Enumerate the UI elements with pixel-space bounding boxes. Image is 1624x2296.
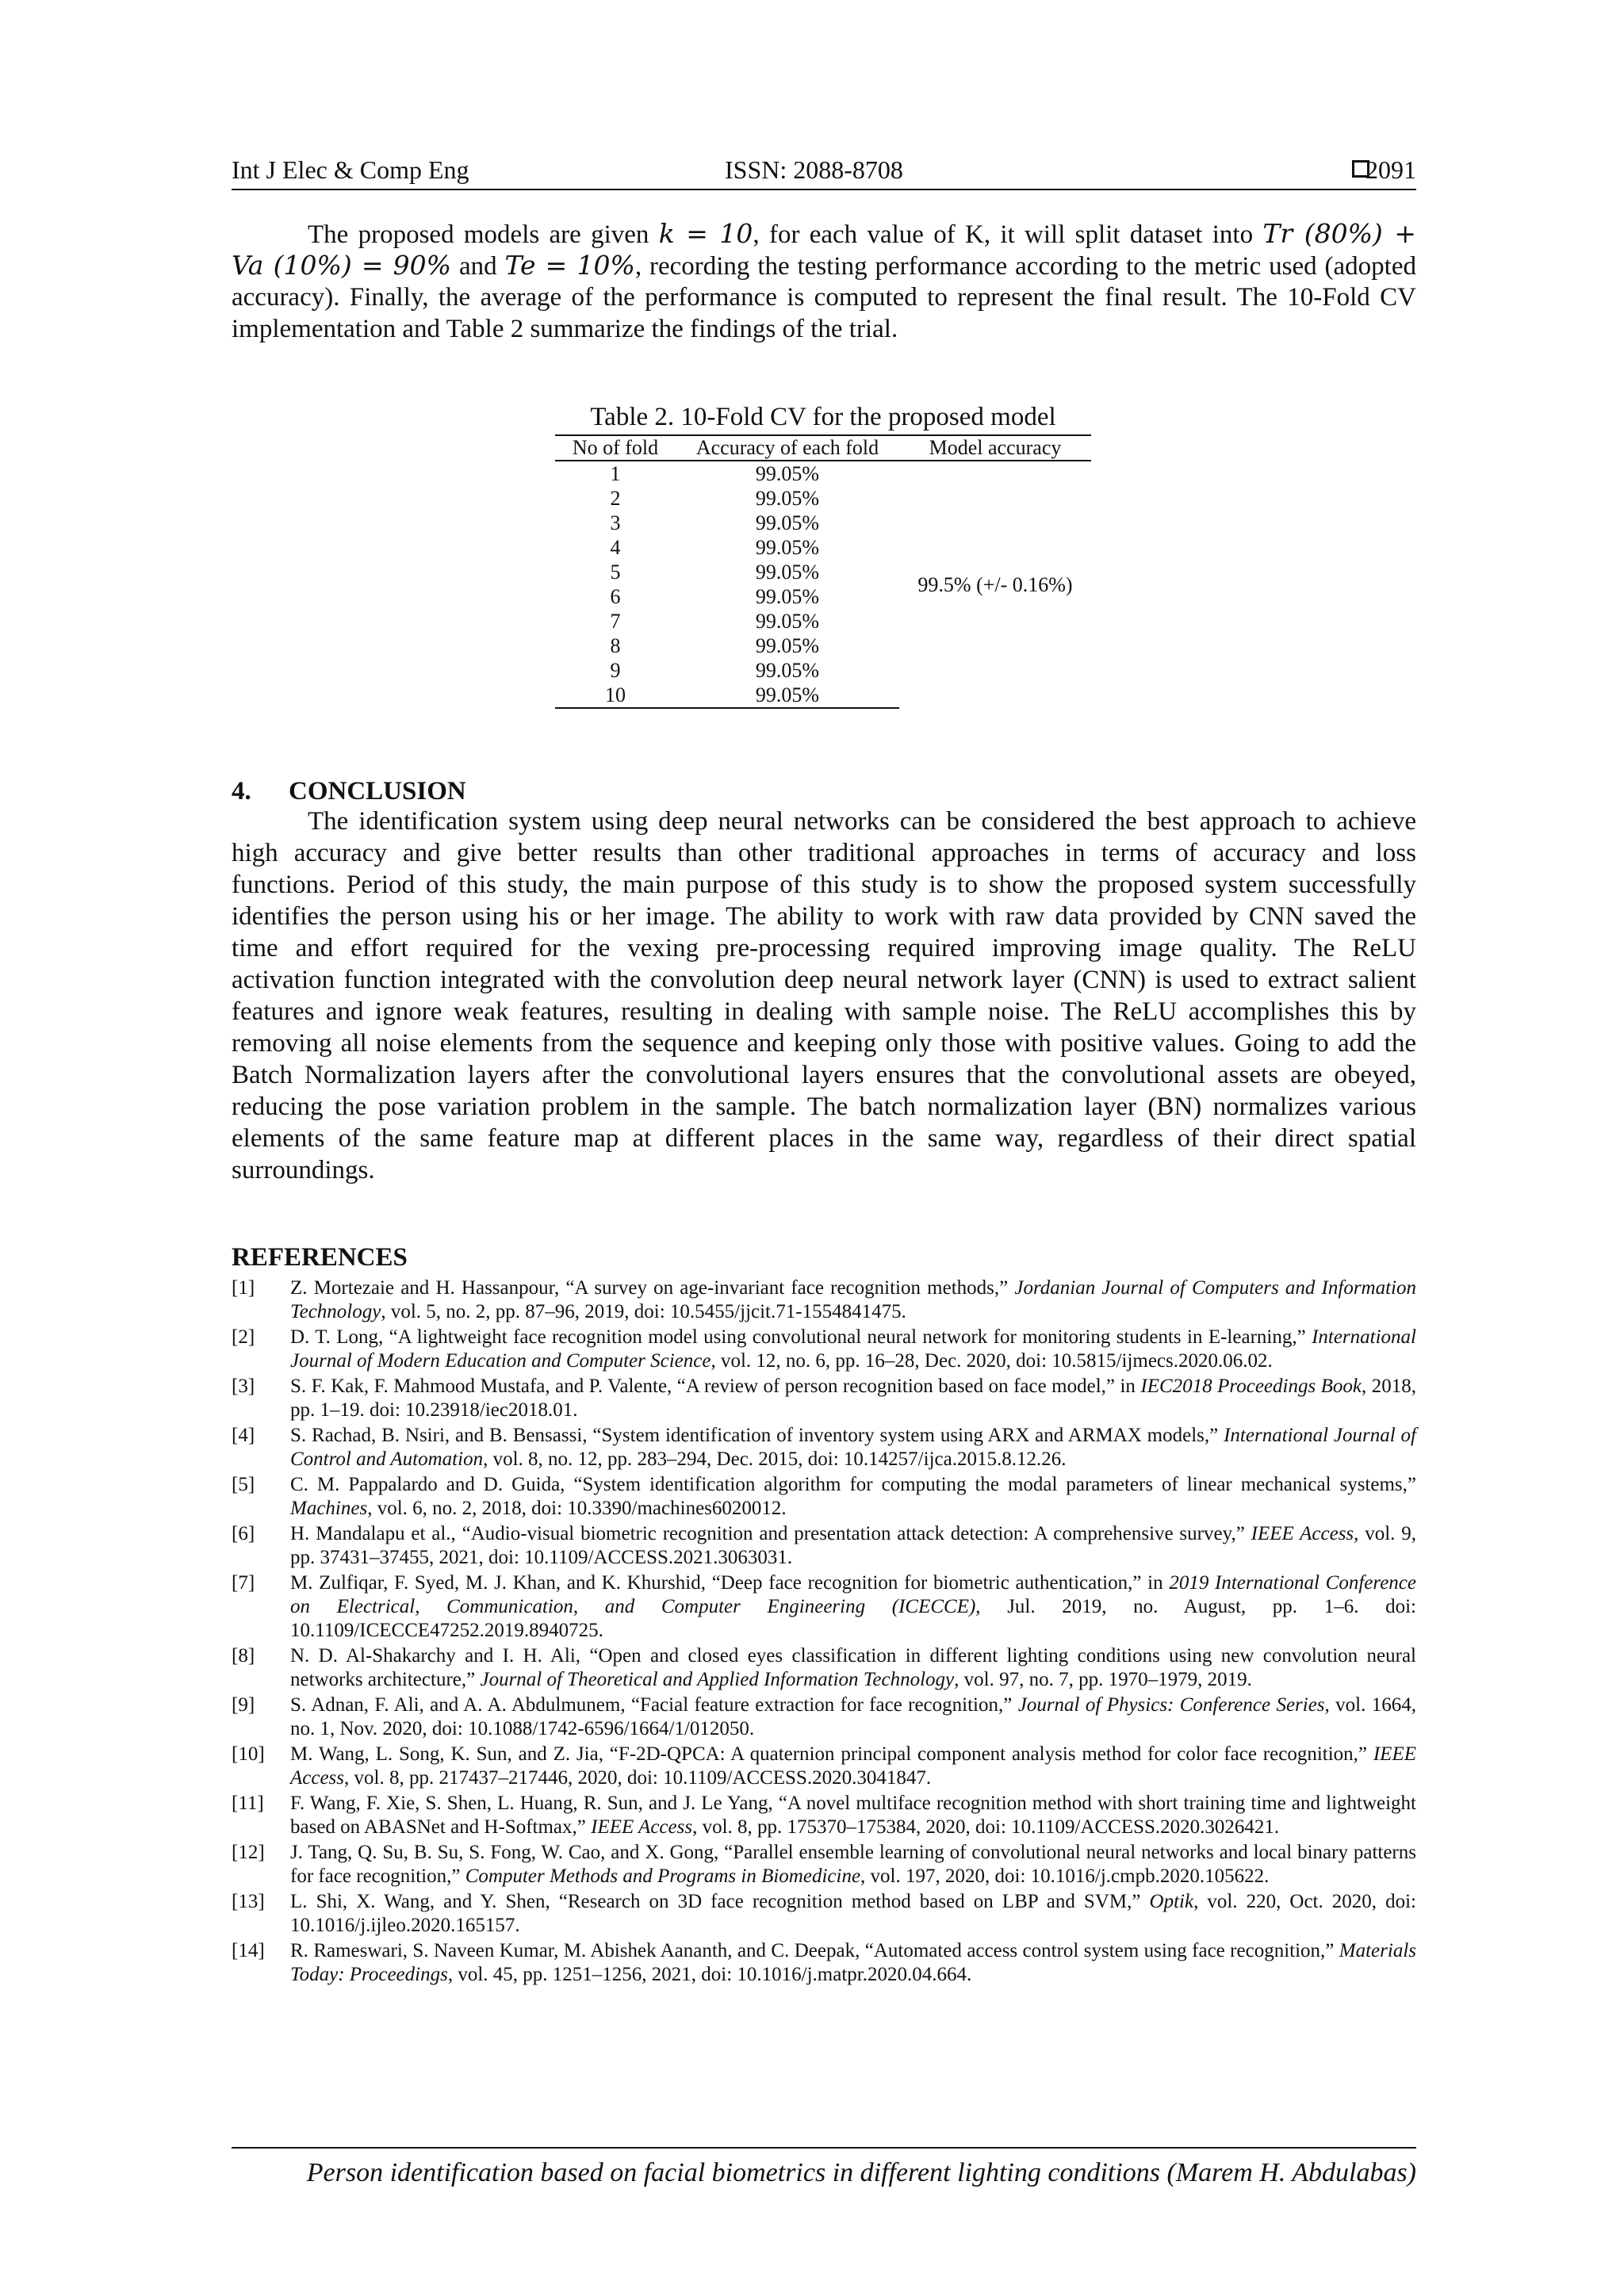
- math-expression: k = 10: [658, 218, 753, 249]
- reference-details: , vol. 1664, no. 1, Nov. 2020, doi: 10.1088/1742-6596/1664/1/012050.: [290, 1694, 1416, 1739]
- reference-number: [6]: [232, 1523, 255, 1544]
- fold-accuracy: 99.05%: [676, 683, 899, 708]
- reference-details: , Jul. 2019, no. August, pp. 1–6. doi: 10.1109/ICECCE47252.2019.8940725.: [290, 1596, 1416, 1641]
- reference-number: [3]: [232, 1376, 255, 1397]
- conclusion-line: features and ignore weak features, resulting in dealing with sample noise. The ReLU accomplishes this by: [232, 997, 1416, 1026]
- reference-authors-title: S. F. Kak, F. Mahmood Mustafa, and P. Valente, “A review of person recognition based on face model,” in: [290, 1376, 1141, 1397]
- reference-venue: IEEE Access: [1251, 1523, 1354, 1544]
- references-title: REFERENCES: [232, 1243, 408, 1272]
- reference-number: [11]: [232, 1793, 264, 1814]
- reference-details: , vol. 9, pp. 37431–37455, 2021, doi: 10.1109/ACCESS.2021.3063031.: [290, 1523, 1416, 1568]
- reference-item: [232, 1375, 1416, 1422]
- text-run: The proposed models are given: [308, 220, 659, 249]
- fold-number: 9: [610, 658, 621, 682]
- fold-number: 5: [610, 560, 621, 584]
- reference-authors-title: M. Wang, L. Song, K. Sun, and Z. Jia, “F-2D-QPCA: A quaternion principal component analysis method for color face recognition,”: [290, 1743, 1373, 1765]
- section-title: CONCLUSION: [289, 777, 466, 806]
- reference-venue: IEC2018 Proceedings Book: [1140, 1376, 1362, 1397]
- reference-authors-title: J. Tang, Q. Su, B. Su, S. Fong, W. Cao, and X. Gong, “Parallel ensemble learning of convolutional neural networks and local binary patterns for face recognition,”: [290, 1842, 1416, 1887]
- fold-number: 8: [610, 633, 621, 657]
- reference-number: [1]: [232, 1277, 255, 1299]
- table-caption: Table 2. 10-Fold CV for the proposed model: [590, 403, 1056, 431]
- reference-venue: International Journal of Modern Education and Computer Science: [290, 1326, 1416, 1372]
- reference-number: [4]: [232, 1425, 255, 1446]
- fold-accuracy: 99.05%: [755, 658, 820, 682]
- col-header-fold-accuracy: Accuracy of each fold: [676, 435, 899, 461]
- reference-authors-title: M. Zulfiqar, F. Syed, M. J. Khan, and K. Khurshid, “Deep face recognition for biometric authentication,” in: [290, 1572, 1170, 1594]
- math-expression: Va (10%) = 90%: [232, 250, 452, 281]
- reference-item: [232, 1473, 1416, 1521]
- reference-venue: Optik: [1149, 1891, 1194, 1912]
- running-footer: Person identification based on facial biometrics in different lighting conditions (Marem H. Abdulabas): [306, 2158, 1416, 2187]
- reference-item: [232, 1743, 1416, 1790]
- conclusion-paragraph: [232, 806, 1416, 1186]
- reference-item: [232, 1424, 1416, 1471]
- reference-authors-title: R. Rameswari, S. Naveen Kumar, M. Abishek Aananth, and C. Deepak, “Automated access control system using face recognition,”: [290, 1940, 1339, 1961]
- reference-details: , vol. 8, no. 12, pp. 283–294, Dec. 2015, doi: 10.14257/ijca.2015.8.12.26.: [483, 1448, 1067, 1470]
- math-expression: Te = 10%: [504, 250, 635, 281]
- reference-details: , vol. 45, pp. 1251–1256, 2021, doi: 10.1016/j.matpr.2020.04.664.: [447, 1964, 972, 1985]
- conclusion-line: high accuracy and give better results than other traditional approaches in terms of accuracy and loss: [232, 839, 1416, 867]
- model-accuracy: 99.5% (+/- 0.16%): [917, 572, 1073, 596]
- reference-authors-title: N. D. Al-Shakarchy and I. H. Ali, “Open and closed eyes classification in different lighting conditions using new convolution neural networks architecture,”: [290, 1645, 1416, 1690]
- intro-line: [232, 218, 1416, 250]
- reference-venue: IEEE Access: [591, 1816, 693, 1838]
- reference-number: [12]: [232, 1842, 265, 1863]
- reference-item: [232, 1841, 1416, 1888]
- reference-details: , vol. 197, 2020, doi: 10.1016/j.cmpb.2020.105622.: [860, 1866, 1270, 1887]
- reference-details: , vol. 5, no. 2, pp. 87–96, 2019, doi: 10.5455/jjcit.71-1554841475.: [381, 1301, 906, 1322]
- text-run: accuracy). Finally, the average of the performance is computed to represent the final result. The 10-Fold CV: [232, 283, 1416, 312]
- reference-list: [232, 1276, 1416, 1988]
- header-rule: [232, 189, 1416, 190]
- reference-authors-title: F. Wang, F. Xie, S. Shen, L. Huang, R. Sun, and J. Le Yang, “A novel multiface recognition method with short training time and lightweight based on ABASNet and H-Softmax,”: [290, 1793, 1416, 1838]
- conclusion-line: identifies the person using his or her image. The ability to work with raw data provided by CNN saved the: [232, 902, 1416, 931]
- fold-accuracy: 99.05%: [755, 461, 820, 485]
- text-run: , recording the testing performance according to the metric used (adopted: [634, 252, 1417, 281]
- journal-name: Int J Elec & Comp Eng: [232, 155, 469, 184]
- text-run: implementation and Table 2 summarize the findings of the trial.: [232, 315, 898, 343]
- fold-accuracy: 99.05%: [755, 584, 820, 608]
- col-header-model-accuracy: Model accuracy: [899, 435, 1091, 461]
- reference-authors-title: Z. Mortezaie and H. Hassanpour, “A survey on age-invariant face recognition methods,”: [290, 1277, 1015, 1299]
- reference-number: [7]: [232, 1572, 255, 1594]
- math-expression: Tr (80%) +: [1262, 218, 1416, 249]
- reference-venue: International Journal of Control and Automation: [290, 1425, 1416, 1470]
- reference-item: [232, 1792, 1416, 1839]
- reference-details: , vol. 8, pp. 175370–175384, 2020, doi: 10.1109/ACCESS.2020.3026421.: [692, 1816, 1280, 1838]
- intro-line: [232, 281, 1416, 313]
- fold-accuracy: 99.05%: [755, 511, 820, 534]
- conclusion-line: Batch Normalization layers after the convolutional layers ensures that the convolutional assets are obeyed,: [232, 1061, 1416, 1089]
- conclusion-line: activation function integrated with the convolution deep neural network layer (CNN) is used to extract salient: [232, 966, 1416, 994]
- intro-line: [232, 313, 1416, 345]
- table-header-row: [555, 435, 1091, 461]
- reference-venue: Journal of Theoretical and Applied Information Technology: [480, 1669, 955, 1690]
- conclusion-line: time and effort required for the vexing pre-processing required improving image quality. The ReLU: [232, 934, 1416, 962]
- reference-details: , vol. 8, pp. 217437–217446, 2020, doi: 10.1109/ACCESS.2020.3041847.: [344, 1767, 932, 1789]
- cv-results-table: [555, 434, 1091, 709]
- reference-venue: Computer Methods and Programs in Biomedicine: [465, 1866, 861, 1887]
- reference-item: [232, 1939, 1416, 1987]
- reference-item: [232, 1693, 1416, 1741]
- reference-number: [5]: [232, 1474, 255, 1495]
- page-number: 2091: [1365, 155, 1416, 184]
- col-header-fold: No of fold: [555, 435, 676, 461]
- reference-number: [9]: [232, 1694, 255, 1716]
- reference-details: , vol. 6, no. 2, 2018, doi: 10.3390/machines6020012.: [367, 1498, 787, 1519]
- reference-venue: IEEE Access: [290, 1743, 1416, 1789]
- reference-venue: Jordanian Journal of Computers and Information Technology: [290, 1277, 1416, 1322]
- footer-rule: [232, 2147, 1416, 2149]
- reference-item: [232, 1644, 1416, 1692]
- conclusion-line: surroundings.: [232, 1156, 375, 1184]
- fold-accuracy: 99.05%: [755, 535, 820, 559]
- fold-accuracy: 99.05%: [755, 633, 820, 657]
- conclusion-line: reducing the pose variation problem in the sample. The batch normalization layer (BN) normalizes various: [232, 1093, 1416, 1121]
- reference-item: [232, 1571, 1416, 1643]
- conclusion-line: The identification system using deep neural networks can be considered the best approach to achieve: [308, 807, 1416, 836]
- conclusion-line: elements of the same feature map at different places in the same way, regardless of their direct spatial: [232, 1124, 1416, 1153]
- reference-venue: 2019 International Conference on Electrical, Communication, and Computer Engineering (ICECCE): [290, 1572, 1416, 1617]
- reference-details: , vol. 97, no. 7, pp. 1970–1979, 2019.: [954, 1669, 1252, 1690]
- section-number: 4.: [232, 777, 251, 806]
- reference-item: [232, 1522, 1416, 1570]
- reference-item: [232, 1326, 1416, 1373]
- fold-accuracy: 99.05%: [755, 486, 820, 510]
- reference-item: [232, 1276, 1416, 1324]
- reference-number: [2]: [232, 1326, 255, 1348]
- reference-item: [232, 1890, 1416, 1938]
- table-row: [555, 461, 1091, 486]
- reference-authors-title: S. Adnan, F. Ali, and A. A. Abdulmunem, “Facial feature extraction for face recognition,”: [290, 1694, 1018, 1716]
- text-run: , for each value of K, it will split dataset into: [753, 220, 1263, 249]
- reference-authors-title: C. M. Pappalardo and D. Guida, “System identification algorithm for computing the modal parameters of linear mechanical systems,”: [290, 1474, 1416, 1495]
- reference-venue: Journal of Physics: Conference Series: [1017, 1694, 1325, 1716]
- intro-paragraph: [232, 218, 1416, 345]
- fold-number: 3: [610, 511, 621, 534]
- fold-number: 1: [610, 461, 621, 485]
- fold-number: 10: [555, 683, 676, 708]
- fold-number: 4: [610, 535, 621, 559]
- reference-venue: Machines: [290, 1498, 368, 1519]
- reference-number: [8]: [232, 1645, 255, 1667]
- reference-authors-title: S. Rachad, B. Nsiri, and B. Bensassi, “System identification of inventory system using ARX and ARMAX models,”: [290, 1425, 1224, 1446]
- reference-details: , vol. 220, Oct. 2020, doi: 10.1016/j.ijleo.2020.165157.: [290, 1891, 1416, 1936]
- reference-number: [13]: [232, 1891, 265, 1912]
- fold-accuracy: 99.05%: [755, 560, 820, 584]
- reference-number: [14]: [232, 1940, 265, 1961]
- fold-number: 6: [610, 584, 621, 608]
- reference-venue: Materials Today: Proceedings: [290, 1940, 1416, 1985]
- conclusion-line: functions. Period of this study, the main purpose of this study is to show the proposed system successfully: [232, 871, 1416, 899]
- text-run: and: [451, 252, 505, 281]
- fold-number: 2: [610, 486, 621, 510]
- reference-details: , vol. 12, no. 6, pp. 16–28, Dec. 2020, doi: 10.5815/ijmecs.2020.06.02.: [710, 1350, 1273, 1372]
- intro-line: [232, 250, 1416, 281]
- fold-accuracy: 99.05%: [755, 609, 820, 633]
- fold-number: 7: [610, 609, 621, 633]
- reference-authors-title: D. T. Long, “A lightweight face recognition model using convolutional neural network for monitoring students in E-learning,”: [290, 1326, 1312, 1348]
- reference-number: [10]: [232, 1743, 265, 1765]
- reference-details: , 2018, pp. 1–19. doi: 10.23918/iec2018.01.: [290, 1376, 1417, 1421]
- reference-authors-title: L. Shi, X. Wang, and Y. Shen, “Research on 3D face recognition method based on LBP and SVM,”: [290, 1891, 1150, 1912]
- issn: ISSN: 2088-8708: [725, 155, 903, 184]
- conclusion-line: removing all noise elements from the sequence and keeping only those with positive values. Going to add the: [232, 1029, 1416, 1058]
- reference-authors-title: H. Mandalapu et al., “Audio-visual biometric recognition and presentation attack detection: A comprehensive survey,”: [290, 1523, 1251, 1544]
- running-header: [232, 155, 1416, 190]
